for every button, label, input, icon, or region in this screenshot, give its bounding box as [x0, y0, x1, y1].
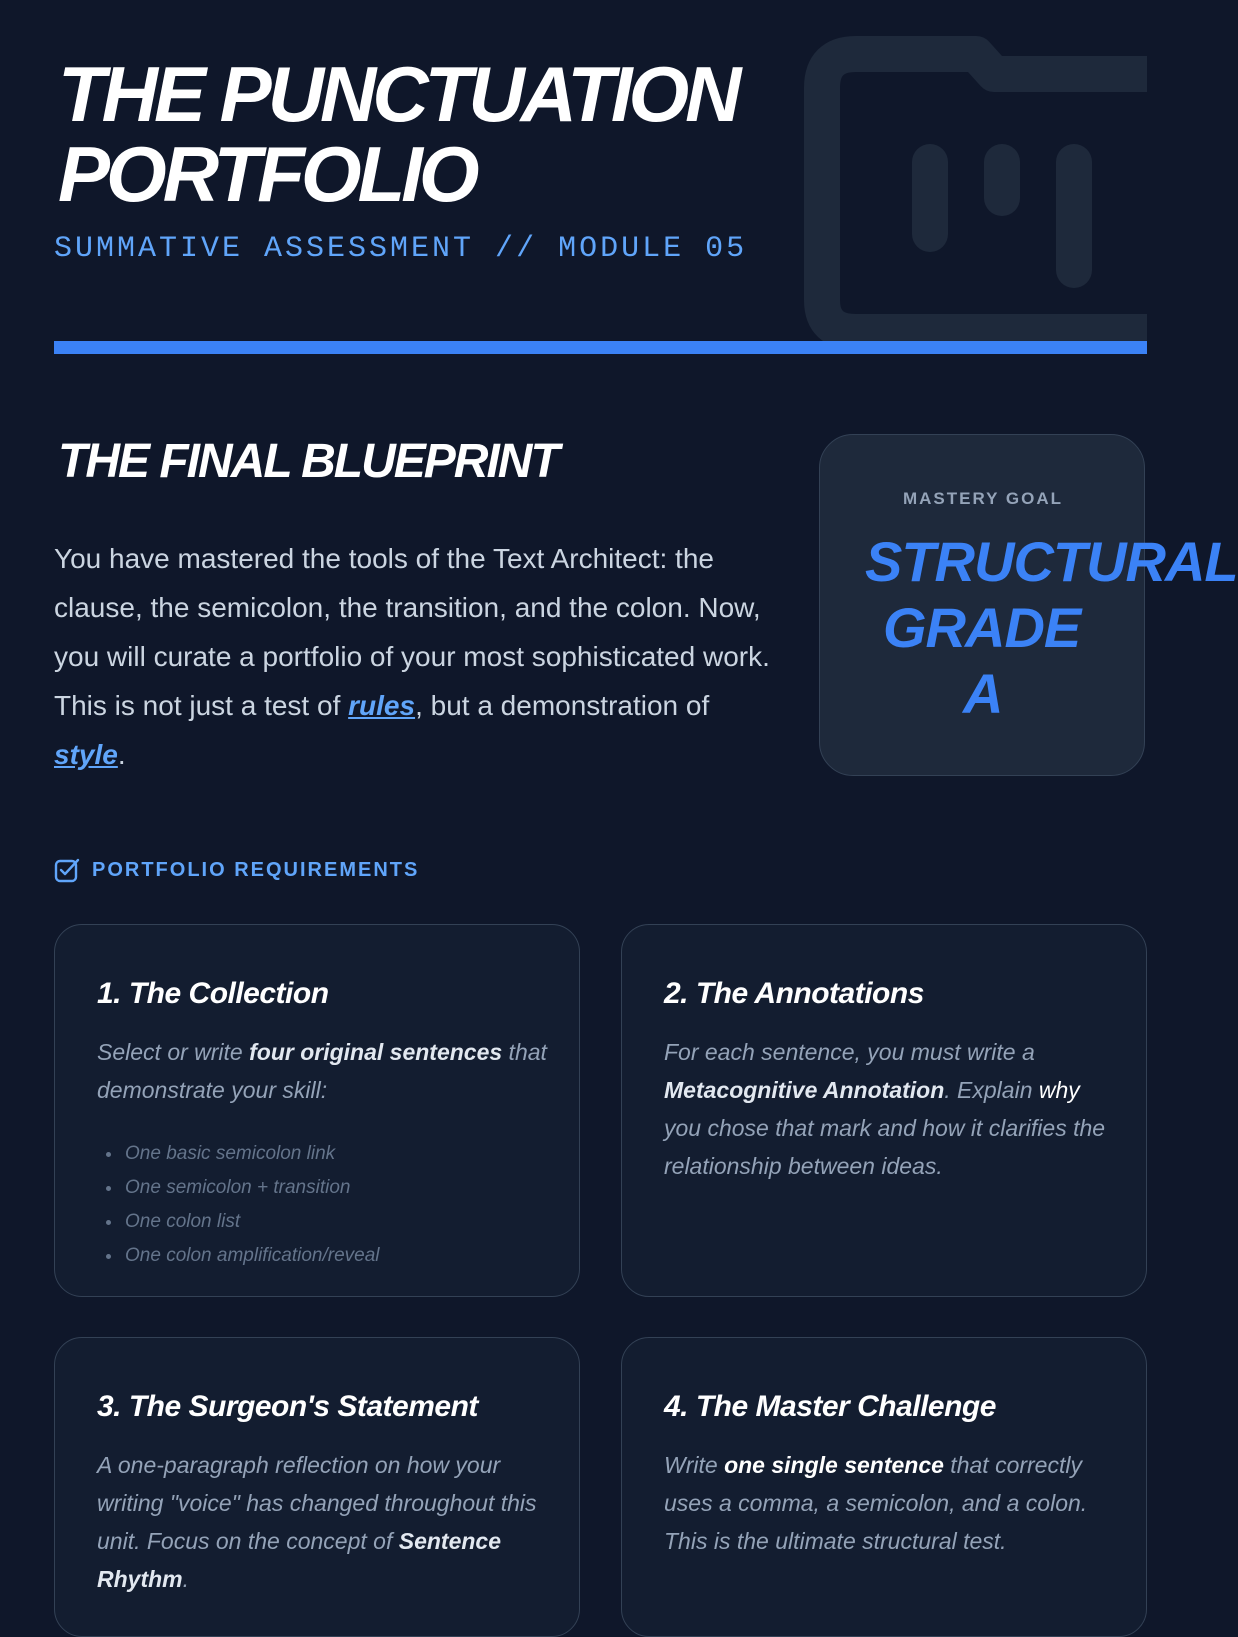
page-title	[58, 50, 738, 218]
requirement-card-challenge	[621, 1337, 1147, 1637]
list-item: • One basic semicolon link	[123, 1137, 380, 1171]
intro-text-end: .	[117, 739, 126, 770]
subtitle: SUMMATIVE ASSESSMENT // MODULE 05	[54, 232, 748, 266]
title-line-2: PORTFOLIO	[58, 130, 476, 218]
card-body-emphasis: Sentence Rhythm	[97, 1528, 502, 1592]
card-title: 1. The Collection	[97, 977, 329, 1010]
mastery-goal-card	[819, 434, 1238, 776]
card-title: 3. The Surgeon's Statement	[97, 1390, 478, 1423]
intro-text-middle: , but a demonstration of	[415, 690, 710, 721]
card-body	[97, 1446, 555, 1598]
header-divider	[54, 341, 1147, 354]
mastery-line-1: STRUCTURAL	[865, 530, 1238, 593]
card-body-text-mid: . Explain	[944, 1077, 1039, 1103]
mastery-goal-label: MASTERY GOAL	[902, 489, 1063, 508]
intro-paragraph	[54, 534, 774, 779]
rules-link[interactable]: rules	[348, 690, 416, 721]
mastery-line-2: GRADE	[883, 596, 1081, 659]
requirement-card-statement	[54, 1337, 580, 1637]
card-body-text-end: that correctly uses a comma, a semicolon, and a colon. This is the ultimate structural test.	[664, 1452, 1088, 1554]
card-body-text: Write	[664, 1452, 725, 1478]
mastery-line-3: A	[963, 662, 1003, 725]
card-body-emphasis: Metacognitive Annotation	[664, 1077, 945, 1103]
requirements-heading	[54, 857, 419, 883]
header	[54, 0, 1147, 354]
card-body-emphasis: one single sentence	[724, 1452, 944, 1478]
section-title: THE FINAL BLUEPRINT	[58, 435, 558, 488]
mastery-goal-value	[865, 529, 1238, 727]
list-item: • One semicolon + transition	[123, 1171, 380, 1205]
card-body-highlight: why	[1038, 1077, 1080, 1103]
card-body	[97, 1033, 555, 1109]
list-item: • One colon list	[123, 1205, 380, 1239]
card-title: 4. The Master Challenge	[664, 1390, 996, 1423]
checkbox-icon	[54, 857, 80, 883]
card-title: 2. The Annotations	[664, 977, 924, 1010]
requirements-heading-label: PORTFOLIO REQUIREMENTS	[92, 858, 420, 881]
title-line-1: THE PUNCTUATION	[58, 50, 738, 138]
intro-text: You have mastered the tools of the Text Architect: the clause, the semicolon, the transition, and the colon. Now, you will curate a portfolio of your most sophisticated work. This is not just a test of	[54, 543, 770, 721]
requirement-card-collection	[54, 924, 580, 1297]
style-link[interactable]: style	[54, 739, 118, 770]
folder-chart-icon	[804, 52, 1147, 342]
card-body-text-end: that demonstrate your skill:	[97, 1039, 547, 1103]
collection-list	[97, 1137, 380, 1273]
card-body-text: A one-paragraph reflection on how your writing "voice" has changed throughout this unit. Focus on the concept of	[97, 1452, 537, 1554]
card-body-text: Select or write	[97, 1039, 250, 1065]
card-body-text-end: you chose that mark and how it clarifies the relationship between ideas.	[664, 1115, 1106, 1179]
card-body	[664, 1446, 1122, 1560]
card-body-emphasis: four original sentences	[249, 1039, 503, 1065]
card-body-text: For each sentence, you must write a	[664, 1039, 1035, 1065]
card-body	[664, 1033, 1122, 1185]
card-body-text-end: .	[182, 1566, 190, 1592]
requirement-card-annotations	[621, 924, 1147, 1297]
list-item: • One colon amplification/reveal	[123, 1239, 380, 1273]
